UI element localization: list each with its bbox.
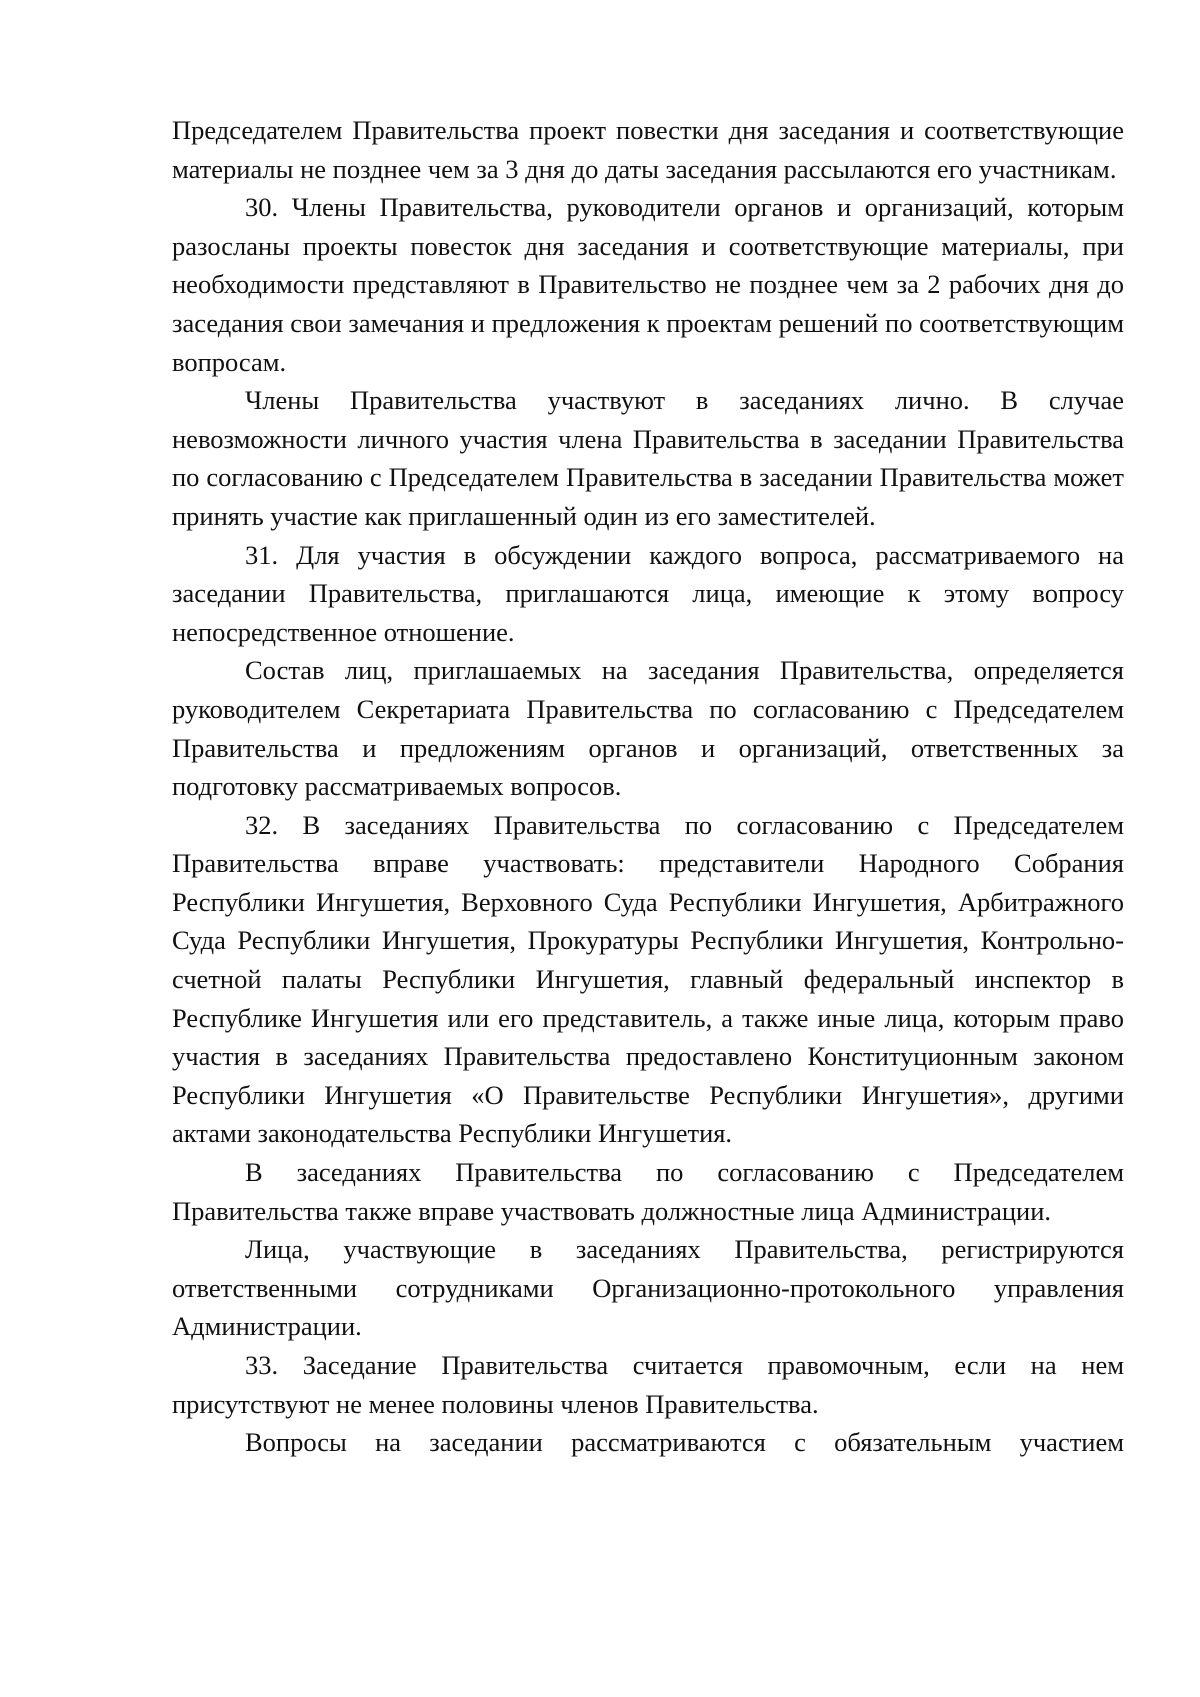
document-page — [172, 111, 1124, 1462]
paragraph-31-composition: Состав лиц, приглашаемых на заседания Правительства, определяется руководителем Секретариата Правительства по согласованию с Председателем Правительства и предложениям органов и организаций, ответственных за подготовку рассматриваемых вопросов. — [172, 655, 1124, 802]
paragraph-33-questions: Вопросы на заседании рассматриваются с обязательным участием — [245, 1427, 1124, 1458]
paragraph-33: 33. Заседание Правительства считается правомочным, если на нем присутствуют не менее половины членов Правительства. — [172, 1350, 1124, 1419]
paragraph-30-members: Члены Правительства участвуют в заседаниях лично. В случае невозможности личного участия члена Правительства в заседании Правительства по согласованию с Председателем Правительства в заседании Правительства может принять участие как приглашенный один из его заместителей. — [172, 385, 1124, 531]
paragraph-32-officials: В заседаниях Правительства по согласованию с Председателем Правительства также вправе участвовать должностные лица Администрации. — [172, 1157, 1124, 1226]
paragraph-continuation: Председателем Правительства проект повестки дня заседания и соответствующие материалы не позднее чем за 3 дня до даты заседания рассылаются его участникам. — [172, 115, 1124, 184]
paragraph-30: 30. Члены Правительства, руководители органов и организаций, которым разосланы проекты повесток дня заседания и соответствующие материалы, при необходимости представляют в Правительство не позднее чем за 2 рабочих дня до заседания свои замечания и предложения к проектам решений по соответствующим вопросам. — [172, 192, 1124, 377]
paragraph-32: 32. В заседаниях Правительства по согласованию с Председателем Правительства вправе участвовать: представители Народного Собрания Республики Ингушетия, Верховного Суда Республики Ингушетия, Арбитражного Суда Республики Ингушетия, Прокуратуры Республики Ингушетия, Контрольно-счетной палаты Республики Ингушетия, главный федеральный инспектор в Республике Ингушетия или его представитель, а также иные лица, которым право участия в заседаниях Правительства предоставлено Конституционным законом Республики Ингушетия «О Правительстве Республики Ингушетия», другими актами законодательства Республики Ингушетия. — [172, 809, 1124, 1149]
paragraph-32-registration: Лица, участвующие в заседаниях Правительства, регистрируются ответственными сотрудниками Организационно-протокольного управления Администрации. — [172, 1234, 1124, 1342]
paragraph-31: 31. Для участия в обсуждении каждого вопроса, рассматриваемого на заседании Правительства, приглашаются лица, имеющие к этому вопросу непосредственное отношение. — [172, 539, 1124, 647]
